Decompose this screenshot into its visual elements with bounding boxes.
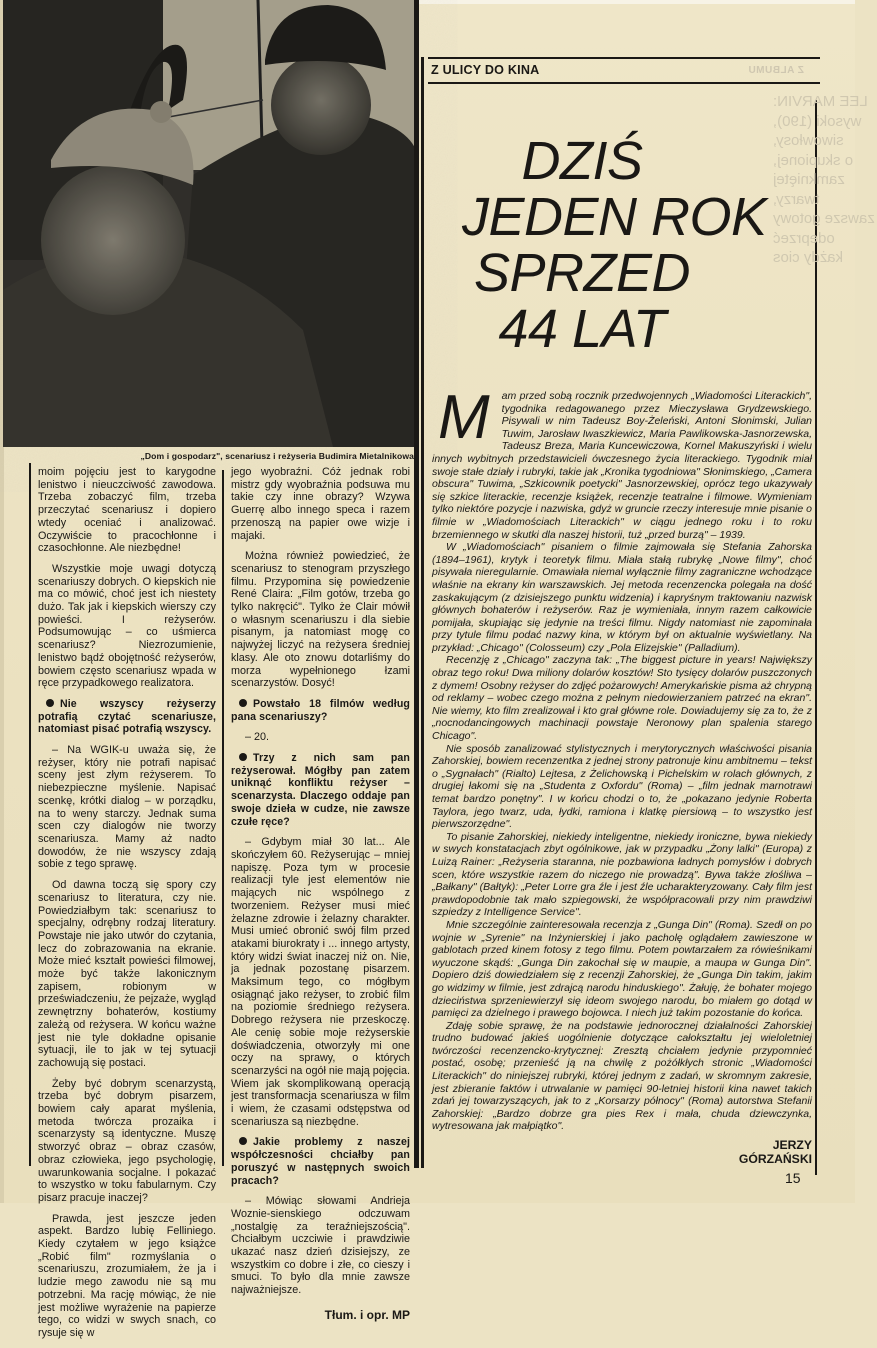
title-line: SPRZED xyxy=(473,243,691,303)
section-rule-bottom xyxy=(428,82,820,84)
paragraph-text: Mnie szczególnie zainteresowała recenzja z „Gunga Din" (Roma). Szedł on po wojnie w „Syrenie" na Inżynierskiej i jako pacholę oglądałem zawieszone w gablotach przed kinem fotosy z tego filmu. Potem powtarzałem za rówieśnikami wyuczone skądś: „Gunga Din zakochał się w maupie, a maupa w Gunga Din". Dopiero dziś dowiedziałem się z recenzji Zahorskiej, że „Gunga Din takim, jakim go widzimy w filmie, jest zdrajcą narodu hinduskiego". Żałuję, że bohater mojego dzieciństwa sprzeniewierzył się ideom swojego narodu, bo miałem go dotąd w pamięci za dzielnego i prawego bojowca. I niech już takim pozostanie do końca. xyxy=(432,918,812,1020)
show-through-line: zamkniętej xyxy=(772,171,845,188)
title-line: DZIŚ xyxy=(521,131,643,191)
author-last-name: GÓRZAŃSKI xyxy=(738,1151,812,1166)
interview-paragraph: Żeby być dobrym scenarzystą, trzeba być dobrym pisarzem, bowiem cały aparat myślenia, metoda twórcza prozaika i scenarzysty są identyczne. Muszę stworzyć obraz – obraz czasów, obraz człowieka, jego psychologię, uwarunkowania socjalne. I pokazać to wszystko w toku fabularnym. Czy pisarz pracuje inaczej? xyxy=(38,1077,216,1204)
show-through-section: Z ALBUMU xyxy=(748,65,804,76)
title-line: JEDEN ROK xyxy=(462,187,767,247)
article-body xyxy=(432,383,812,1133)
interview-paragraph: – Mówiąc słowami Andrieja Woznie-sienskiego odczuwam „nostalgię za teraźniejszością". Chciałbym uczciwie i prawdziwie ukazać nasz dzień dzisiejszy, ze wszystkim co dobre i złe, co cieszy i smuci. To było dla mnie zawsze najważniejsze. xyxy=(231,1195,410,1297)
question-text: Jakie problemy z naszej współczesności chciałby pan poruszyć w następnych swoich pracach? xyxy=(231,1136,410,1187)
interview-paragraph: Prawda, jest jeszcze jeden aspekt. Bardzo lubię Felliniego. Kiedy czytałem w jego książce „Robić film" rozmyślania o scenariuszu, zrozumiałem, że ja i ludzie mego zawodu nie są mu potrzebni. Ma rację mówiąc, że nie jest możliwe wyrażenie na papierze tego, co widzi w swych snach, co rysuje się w xyxy=(38,1212,216,1339)
article-paragraph xyxy=(432,1020,812,1133)
show-through-decoration xyxy=(432,92,462,372)
article-paragraph xyxy=(432,654,812,742)
interview-column-2 xyxy=(231,466,410,1305)
interview-paragraph: Wszystkie moje uwagi dotyczą scenariuszy dobrych. O kiepskich nie ma co mówić, choć jest ich niestety dużo. Tak jak i kiepskich wierszy czy powieści. I reżyserów. Podsumowując – co uśmierca scenariusz? Niezrozumienie, lenistwo bądź obojętność reżyserów, bowiem często scenariusz wpada w ręce przypadkowego realizatora. xyxy=(38,562,216,690)
interview-question xyxy=(38,698,216,736)
interview-paragraph: Można również powiedzieć, że scenariusz to stenogram przyszłego filmu. Przypomina się powiedzenie René Claira: „Film gotów, trzeba go tylko nakręcić". Tylko że Clair mówił o własnym scenariuszu i dla siebie pisanym, ja natomiast mogę co najwyżej liczyć na reżysera średniej klasy. Ale oto znowu dotarliśmy do morza wypełnionego łzami scenarzystów. Dosyć! xyxy=(231,550,410,690)
show-through-line: odeprzeć xyxy=(772,229,835,247)
bullet-icon xyxy=(239,1137,247,1145)
drop-cap: M xyxy=(438,383,490,452)
photo-caption: „Dom i gospodarz", scenariusz i reżyseria Budimira Mietalnikowa xyxy=(140,451,414,461)
page-number: 15 xyxy=(785,1170,801,1187)
author-byline xyxy=(660,1139,812,1166)
bullet-icon xyxy=(239,753,247,761)
question-text: Trzy z nich sam pan reżyserował. Mógłby pan zatem uniknąć konfliktu reżyser – scenarzysta. Dlaczego oddaje pan swoje dzieła w cudze, nie zawsze czułe ręce? xyxy=(231,752,410,828)
section-rule-top xyxy=(428,57,820,59)
show-through-line: każdy cios xyxy=(772,249,843,266)
photo-illustration xyxy=(3,0,416,447)
paragraph-text: Zdaję sobie sprawę, że na podstawie jednorocznej działalności Zahorskiej trudno budować jakieś uogólnienie dotyczące całokształtu jej wieloletniej twórczości recenzencko-krytycznej: Zresztą chciałem jedynie przypomnieć postać, osobę; przenieść ją na chwilę z pożółkłych stronic „Wiadomości Literackich" do niniejszej rubryki, której jednym z zadań, w skromnym zakresie, jest zbieranie faktów i utrwalanie w pamięci 90-letniej historii kina nawet takich zdań jej towarzyszących, jak to z „Korsarzy północy" (Roma) autorstwa Stefanii Zahorskiej: „Bardzo dobrze gra pies Rex i mała, chuda dziewczynka, wytresowana jak małpiątko". xyxy=(432,1019,812,1133)
show-through-line: o skupionej, xyxy=(772,151,853,169)
article-title xyxy=(462,131,767,359)
show-through-line: LEE MARVIN: xyxy=(772,93,868,110)
article-paragraph xyxy=(432,383,812,541)
left-column-rule xyxy=(29,463,31,1166)
interview-question xyxy=(231,698,410,723)
paragraph-text: Nie sposób zanalizować stylistycznych i merytorycznych właściwości pisania Zahorskiej, bowiem recenzentka z jednej strony patronuje kinu ambitnemu – tekst o „Sygnałach" (Rialto) Lejtesa, z Żelichowską i Pichelskim w rolach głównych, z drugiej łakomi się na „Studenta z Oxfordu" (Roma) – „film jednak marnotrawi temat bardzo ponętny". I w końcu chodzi o to, że „pokazano jedynie Roberta Taylora, jego twarz, uda, łydki, ramiona i klatkę piersiową – to wszystko jest pierwszorzędne". xyxy=(432,742,812,831)
bullet-icon xyxy=(46,699,54,707)
show-through-line: wysoki (190), xyxy=(772,112,861,130)
article-paragraph xyxy=(432,919,812,1020)
show-through-line: twarzy, xyxy=(772,190,819,208)
middle-column-rule xyxy=(222,470,224,1166)
interview-question xyxy=(231,1136,410,1187)
article-paragraph xyxy=(432,541,812,654)
title-line: 44 LAT xyxy=(498,299,666,359)
article-paragraph xyxy=(432,831,812,919)
interview-paragraph: – Gdybym miał 30 lat... Ale skończyłem 60. Reżyserując – mniej napiszę. Poza tym w procesie realizacji tyle jest elementów nie mających nic wspólnego z tworzeniem. Reżyser musi mieć żelazne zdrowie i żelazny charakter. Musi umieć obronić swój film przed atakami biurokraty i ... innego artysty, który widzi świat inaczej niż on. Nie, ja jednak pozostanę pisarzem. Maksimum tego, co mógłbym osiągnąć jako reżyser, to zrobić film na poziomie średniego reżysera. Dobrego reżysera nie przeskoczę. Ale cenię sobie moje reżyserskie doświadczenia, otworzyły mi one oczy na sprawy, o których scenarzyści na ogół nie mają pojęcia. Wiem jak skomplikowaną operacją jest transformacja scenariusza w film i wiem, że czasami odstępstwa od scenariusza są niezbędne. xyxy=(231,836,410,1128)
article-left-rule xyxy=(421,57,424,1168)
show-through-line: zawsze gotowy xyxy=(772,210,875,227)
paragraph-text: Recenzję z „Chicago" zaczyna tak: „The biggest picture in years! Największy obraz tego roku! Dwa miliony dolarów kosztów! Sto tysięcy dolarów puszczonych z dymem! Osobny reżyser do zdjęć pożarowych! Amerykańskie pisma aż chrypną od reklamy – wobec czego można z pełnym niedowierzaniem patrzeć na ekran". Nie wiemy, kto film zrealizował i kto grał główne role. Dowiadujemy się za to, że z „nocnodancingowych machinacji powstaje Neronowy plan spalenia starego Chicago". xyxy=(432,654,812,743)
author-first-name: JERZY xyxy=(772,1138,812,1153)
question-text: Powstało 18 filmów według pana scenariuszy? xyxy=(231,697,410,723)
article-paragraph xyxy=(432,743,812,831)
paragraph-text: W „Wiadomościach" pisaniem o filmie zajmowała się Stefania Zahorska (1894–1961), krytyk i teoretyk filmu. Miała stałą rubrykę „Nowe filmy", choć pisywała nieregularnie. Omawiała niemal wyłącznie filmy zagraniczne wchodzące właśnie na ekrany kin warszawskich. Jej metoda recenzencka polegała na dość zaskakującym (z dzisiejszego punktu widzenia) i kapryśnym traktowaniu nazwisk głównych bohaterów i reżyserów. Raz je wymieniała, innym razem całkowicie pomijała, skupiając się jedynie na treści filmu. Nigdy natomiast nie zapominała przy tytule filmu podać nazwy kina, w którym był on aktualnie wyświetlany. Na przykład: „Chicago" (Colosseum) czy „Pola Elizejskie" (Palladium). xyxy=(432,541,812,654)
film-still-photo xyxy=(3,0,416,447)
interview-column-1 xyxy=(38,466,216,1348)
paragraph-text: am przed sobą rocznik przedwojennych „Wiadomości Literackich", tygodnika redagowanego przez Mieczysława Grydzewskiego. Pisywali w nim Tadeusz Boy-Żeleński, Antoni Słonimski, Julian Tuwim, Jarosław Iwaszkiewicz, Maria Pawlikowska-Jasnorzewska, Tadeusz Breza, Maria Kuncewiczowa, Kornel Makuszyński i wielu innych wybitnych przedstawicieli ówczesnego życia literackiego. Tygodnik miał swoje stałe działy i rubryki, takie jak „Kronika tygodniowa" Słonimskiego, „Camera obscura" Tuwima, „Szkicownik poetycki" Jasnorzewskiej, oprócz tego ukazywały się szkice literackie, recenzje książek, recenzje teatralne i filmowe. Wymieniam tylko niektóre pozycje i nazwiska, gdyż w gruncie rzeczy interesuje mnie pisanie o filmie w „Wiadomościach Literackich" w ciągu jednego roku i to roku brzemiennego w skutki dla naszej historii, tuż „przed burzą" – 1939. xyxy=(432,390,812,541)
interview-paragraph: moim pojęciu jest to karygodne lenistwo i nieuczciwość zawodowa. Trzeba zobaczyć film, trzeba przeczytać scenariusz i dopiero wtedy oceniać i analizować. Oczywiście to pracochłonne i czasochłonne. Ale niezbędne! xyxy=(38,466,216,555)
show-through-sidebar xyxy=(773,92,877,268)
interview-question xyxy=(231,752,410,828)
interview-paragraph: jego wyobraźni. Cóż jednak robi mistrz gdy wyobraźnia podsuwa mu takie czy inne obrazy? Wzywa Guerrę albo innego speca i razem przenoszą na papier owe wizje i majaki. xyxy=(231,466,410,542)
bullet-icon xyxy=(239,699,247,707)
question-text: Nie wszyscy reżyserzy potrafią czytać scenariusze, natomiast pisać potrafią wszyscy. xyxy=(38,697,216,736)
translation-credit: Tłum. i opr. MP xyxy=(324,1307,410,1322)
article-divider-rule xyxy=(414,0,419,1168)
interview-paragraph: – 20. xyxy=(245,731,270,744)
show-through-line: siwowłosy, xyxy=(772,132,844,149)
interview-paragraph: Od dawna toczą się spory czy scenariusz to literatura, czy nie. Powiedziałbym tak: scenariusz to specjalny, odrębny rodzaj literatury. Powstaje nie jako utwór do czytania, lecz do zobrazowania na ekranie. Może mieć kształt powieści filmowej, może być także lakonicznym zapisem, robionym w przeświadczeniu, że pejzaże, wygląd zewnętrzny bohaterów, kostiumy zależą od reżysera. W końcu ważne jest nie tyle dokładne opisanie sytuacji, ile to jak w tej sytuacji zachowują się postaci. xyxy=(38,879,216,1069)
paragraph-text: To pisanie Zahorskiej, niekiedy inteligentne, niekiedy ironiczne, bywa niekiedy w swych konstatacjach zbyt ogólnikowe, jak w przypadku „Żony lalki" (Europa) z Luizą Rainer: „Reżyseria staranna, nie pozbawiona ładnych pomysłów i dobrych scen, które wszystkie razem do niczego nie prowadzą". Bywa także złośliwa – „Bałkany" (Bałtyk): „Peter Lorre gra źle i jest źle ucharakteryzowany. Cały film jest prawdopodobnie tak mało szpiegowski, że współpracowali przy nim prawdziwi szpiedzy z Intelligence Service". xyxy=(432,830,812,919)
section-label: Z ULICY DO KINA xyxy=(431,63,540,77)
interview-paragraph: – Na WGIK-u uważa się, że reżyser, który nie potrafi napisać sceny jest złym reżyserem. To niebezpieczne myślenie. Napisać scenkę, krótki dialog – w porządku, na to weny starczy. Jednak suma scen czy dialogów nie tworzy scenariusza. Mamy aż nadto dowodów, że nie wszyscy zdają sobie z tego sprawę. xyxy=(38,744,216,871)
